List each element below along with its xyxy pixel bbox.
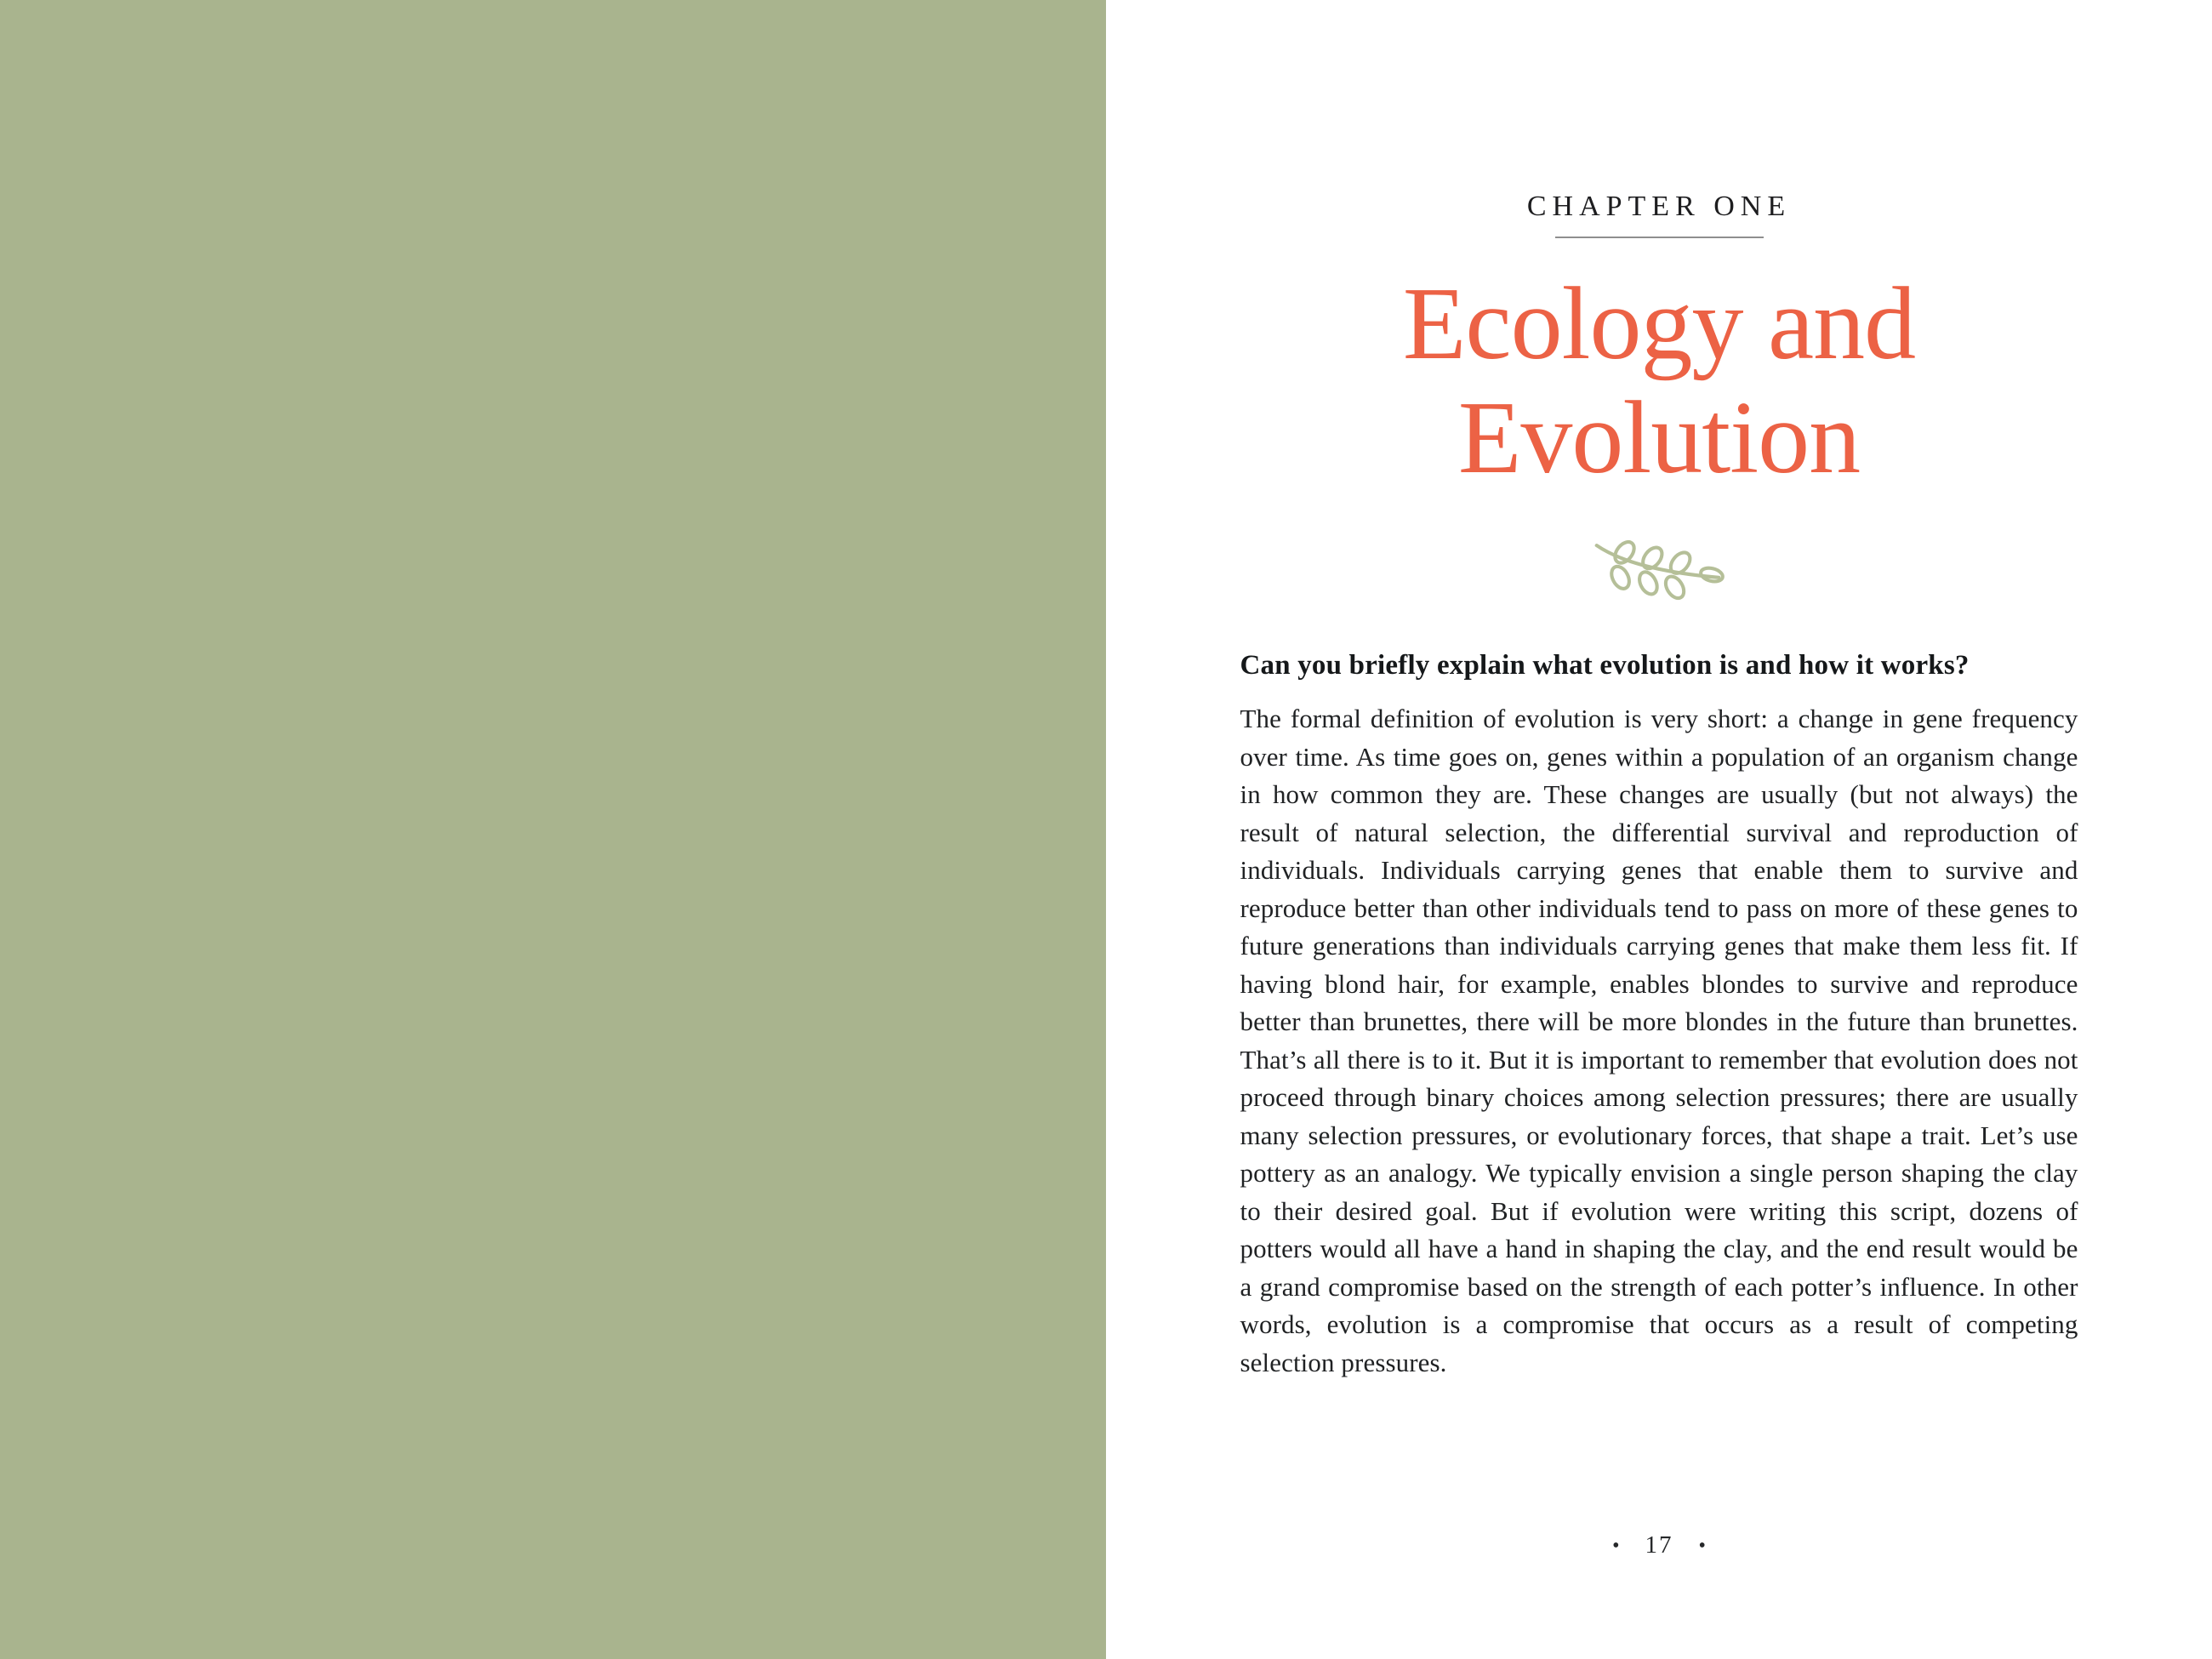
page-footer bbox=[1106, 1533, 2212, 1558]
chapter-kicker: CHAPTER ONE bbox=[1526, 191, 1792, 222]
chapter-title-line2: Evolution bbox=[1457, 380, 1861, 495]
answer-paragraph: The formal definition of evolution is very short: a change in gene frequency over time. As time goes on, genes within a population of an organism change in how common they are. These changes are usually (but not always) the result of natural selection, the differential survival and reproduction of individuals. Individuals carrying genes that enable them to survive and reproduce better than other individuals tend to pass on more of these genes to future generations than individuals carrying genes that make them less fit. If having blond hair, for example, enables blondes to survive and reproduce better than brunettes, there will be more blondes in the future than brunettes. That’s all there is to it. But it is important to remember that evolution does not proceed through binary choices among selection pressures; there are usually many selection pressures, or evolutionary forces, that shape a trait. Let’s use pottery as an analogy. We typically envision a single person shaping the clay to their desired goal. But if evolution were writing this script, dozens of potters would all have a hand in shaping the clay, and the end result would be a grand compromise based on the strength of each potter’s influence. In other words, evolution is a compromise that occurs as a result of competing selection pressures. bbox=[1240, 704, 2078, 1377]
page-number-bullet-right: • bbox=[1698, 1534, 1706, 1557]
page-number: 17 bbox=[1645, 1531, 1673, 1559]
chapter-title bbox=[1240, 267, 2078, 495]
chapter-title-line1: Ecology and bbox=[1402, 266, 1916, 381]
right-page bbox=[1106, 0, 2212, 1659]
question-heading: Can you briefly explain what evolution is and how it works? bbox=[1240, 650, 1970, 681]
chapter-opener bbox=[1240, 0, 2078, 1382]
kicker-underline bbox=[1555, 237, 1764, 238]
leaf-branch-icon bbox=[1240, 534, 2078, 604]
page-number-bullet-left: • bbox=[1612, 1534, 1620, 1557]
